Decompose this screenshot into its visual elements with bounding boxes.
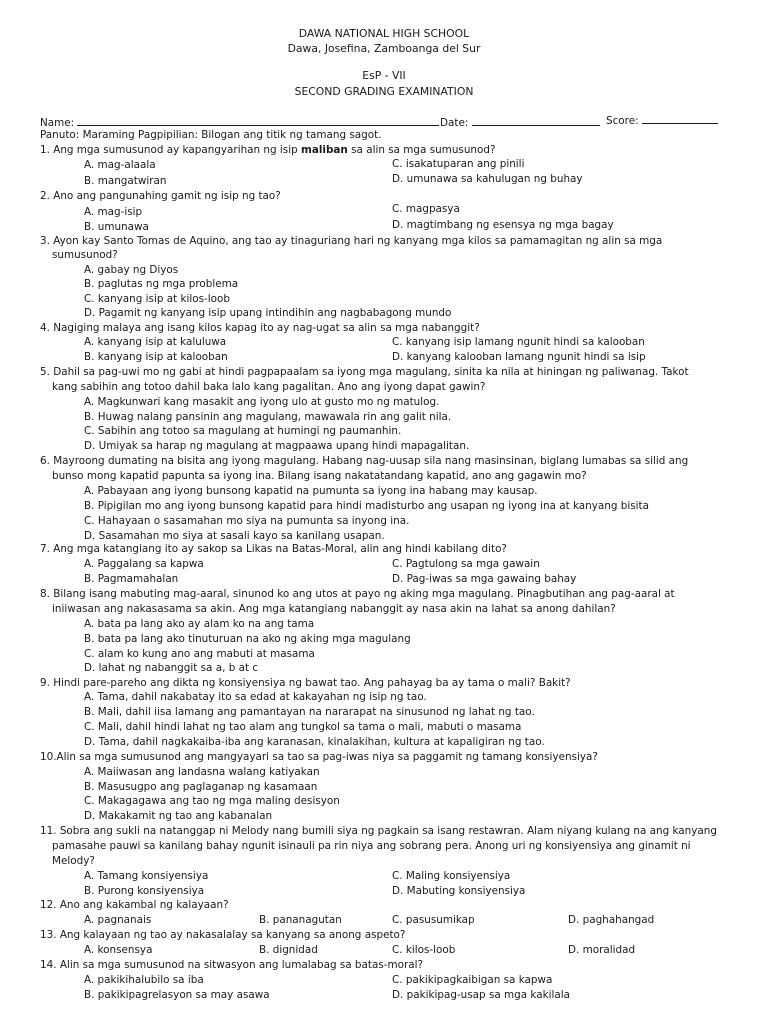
q8-choice-d: D. lahat ng nabanggit sa a, b at c [84,662,259,674]
question-11-line-1: 11. Sobra ang sukli na natanggap ni Melody nang bumili siya ng pagkain sa isang restawran. Alam niyang kulang na ang kanyang [40,825,717,837]
question-6-line-2: bunso mong kapatid papunta sa iyong ina. Bilang isang nakatatandang kapatid, ano ang gagawin mo? [52,470,587,482]
q13-choice-a: A. konsensya [84,944,153,956]
question-5-line-2: kang sabihin ang totoo dahil baka lalo kang pagalitan. Ano ang iyong dapat gawin? [52,381,486,393]
question-12: 12. Ano ang kakambal ng kalayaan? [40,899,229,911]
question-3-line-1: 3. Ayon kay Santo Tomas de Aquino, ang tao ay tinaguriang hari ng kanyang mga kilos sa pamamagitan ng alin sa mga [40,235,663,247]
q7-choice-a: A. Paggalang sa kapwa [84,558,204,570]
question-3-line-2: sumusunod? [52,249,118,261]
question-1-text-start: 1. Ang mga sumusunod ay kapangyarihan ng isip [40,144,301,156]
q11-choice-d: D. Mabuting konsiyensiya [392,885,526,897]
q5-choice-c: C. Sabihin ang totoo sa magulang at humingi ng paumanhin. [84,425,402,437]
question-5-line-1: 5. Dahil sa pag-uwi mo ng gabi at hindi pagpapaalam sa iyong mga magulang, sinita ka nila at hiningan ng paliwanag. Takot [40,366,689,378]
q10-choice-a: A. Maiiwasan ang landasna walang katiyakan [84,766,320,778]
question-7: 7. Ang mga katangiang ito ay sakop sa Likas na Batas-Moral, alin ang hindi kabilang dito? [40,543,507,555]
q8-choice-a: A. bata pa lang ako ay alam ko na ang tama [84,618,315,630]
question-11-line-2: pamasahe pauwi sa kanilang bahay ngunit isinauli pa rin niya ang sobrang pera. Anong uri ng konsiyensiya ang ginamit ni [52,840,691,852]
question-13: 13. Ang kalayaan ng tao ay nakasalalay sa kanyang sa anong aspeto? [40,929,406,941]
q13-choice-c: C. kilos-loob [392,944,456,956]
q2-choice-b: B. umunawa [84,221,149,233]
q2-choice-a: A. mag-isip [84,206,143,218]
score-blank[interactable] [642,112,718,124]
date-label: Date: [440,117,469,129]
q1-choice-b: B. mangatwiran [84,175,167,187]
date-blank[interactable] [472,114,600,126]
q3-choice-c: C. kanyang isip at kilos-loob [84,293,230,305]
q14-choice-b: B. pakikipagrelasyon sa may asawa [84,989,270,1001]
q3-choice-b: B. paglutas ng mga problema [84,278,239,290]
q4-choice-a: A. kanyang isip at kaluluwa [84,336,227,348]
q6-choice-d: D. Sasamahan mo siya at sasali kayo sa kanilang usapan. [84,530,385,542]
question-14: 14. Alin sa mga sumusunod na sitwasyon ang lumalabag sa batas-moral? [40,959,424,971]
exam-title: SECOND GRADING EXAMINATION [294,85,474,98]
q8-choice-c: C. alam ko kung ano ang mabuti at masama [84,648,315,660]
q6-choice-b: B. Pipigilan mo ang iyong bunsong kapatid para hindi madisturbo ang usapan ng iyong ina at kanyang bisita [84,500,649,512]
score-label: Score: [606,115,639,127]
date-field [440,114,600,132]
q9-choice-c: C. Mali, dahil hindi lahat ng tao alam ang tungkol sa tama o mali, mabuti o masama [84,721,522,733]
question-10: 10.Alin sa mga sumusunod ang mangyayari sa tao sa pag-iwas niya sa paggamit ng tamang konsiyensiya? [40,751,598,763]
question-4: 4. Nagiging malaya ang isang kilos kapag ito ay nag-ugat sa alin sa mga nabanggit? [40,322,480,334]
q14-choice-c: C. pakikipagkaibigan sa kapwa [392,974,553,986]
question-6-line-1: 6. Mayroong dumating na bisita ang iyong magulang. Habang nag-uusap sila nang masinsinan, biglang lumabas sa silid ang [40,455,689,467]
q12-choice-d: D. paghahangad [568,914,655,926]
q6-choice-c: C. Hahayaan o sasamahan mo siya na pumunta sa inyong ina. [84,515,410,527]
instructions: Panuto: Maraming Pagpipilian: Bilogan ang titik ng tamang sagot. [40,129,382,141]
q14-choice-d: D. pakikipag-usap sa mga kakilala [392,989,571,1001]
q2-choice-d: D. magtimbang ng esensya ng mga bagay [392,219,614,231]
subject-title: EsP - VII [362,69,406,82]
q9-choice-a: A. Tama, dahil nakabatay ito sa edad at kakayahan ng isip ng tao. [84,691,427,703]
name-label: Name: [40,117,75,129]
question-8-line-2: iniiwasan ang nakasasama sa akin. Ang mga katangiang nabanggit ay nasa akin na lahat sa anong dahilan? [52,603,616,615]
question-11-line-3: Melody? [52,855,95,867]
q6-choice-a: A. Pabayaan ang iyong bunsong kapatid na pumunta sa iyong ina habang may kausap. [84,485,538,497]
q1-choice-a: A. mag-alaala [84,159,156,171]
q5-choice-d: D. Umiyak sa harap ng magulang at magpaawa upang hindi mapagalitan. [84,440,470,452]
q11-choice-b: B. Purong konsiyensiya [84,885,205,897]
school-address: Dawa, Josefina, Zamboanga del Sur [287,42,481,55]
question-9: 9. Hindi pare-pareho ang dikta ng konsiyensiya ng bawat tao. Ang pahayag ba ay tama o mali? Bakit? [40,677,571,689]
q13-choice-d: D. moralidad [568,944,636,956]
q10-choice-d: D. Makakamit ng tao ang kabanalan [84,810,273,822]
school-name: DAWA NATIONAL HIGH SCHOOL [298,27,470,40]
q5-choice-a: A. Magkunwari kang masakit ang iyong ulo at gusto mo ng matulog. [84,396,440,408]
q12-choice-c: C. pasusumikap [392,914,475,926]
name-blank[interactable] [77,114,439,126]
q3-choice-d: D. Pagamit ng kanyang isip upang intindihin ang nagbabagong mundo [84,307,452,319]
q11-choice-c: C. Maling konsiyensiya [392,870,511,882]
question-1-text-end: sa alin sa mga sumusunod? [347,144,496,156]
q4-choice-b: B. kanyang isip at kalooban [84,351,228,363]
q5-choice-b: B. Huwag nalang pansinin ang magulang, mawawala rin ang galit nila. [84,411,452,423]
q7-choice-b: B. Pagmamahalan [84,573,179,585]
q4-choice-c: C. kanyang isip lamang ngunit hindi sa kalooban [392,336,645,348]
q14-choice-a: A. pakikihalubilo sa iba [84,974,204,986]
q2-choice-c: C. magpasya [392,203,460,215]
q7-choice-c: C. Pagtulong sa mga gawain [392,558,540,570]
q4-choice-d: D. kanyang kalooban lamang ngunit hindi sa isip [392,351,646,363]
q8-choice-b: B. bata pa lang ako tinuturuan na ako ng aking mga magulang [84,633,411,645]
q1-choice-c: C. isakatuparan ang pinili [392,158,525,170]
score-field [606,112,718,130]
q3-choice-a: A. gabay ng Diyos [84,264,179,276]
q13-choice-b: B. dignidad [259,944,318,956]
q1-choice-d: D. umunawa sa kahulugan ng buhay [392,173,583,185]
q12-choice-a: A. pagnanais [84,914,152,926]
q10-choice-b: B. Masusugpo ang paglaganap ng kasamaan [84,781,318,793]
question-1-emphasis: maliban [301,144,348,156]
q12-choice-b: B. pananagutan [259,914,342,926]
q9-choice-b: B. Mali, dahil iisa lamang ang pamantayan na nararapat na sinusunod ng lahat ng tao. [84,706,535,718]
q10-choice-c: C. Makagagawa ang tao ng mga maling desisyon [84,795,340,807]
question-2: 2. Ano ang pangunahing gamit ng isip ng tao? [40,190,281,202]
q11-choice-a: A. Tamang konsiyensiya [84,870,209,882]
q7-choice-d: D. Pag-iwas sa mga gawaing bahay [392,573,577,585]
question-8-line-1: 8. Bilang isang mabuting mag-aaral, sinunod ko ang utos at payo ng aking mga magulang. Pinagbutihan ang pag-aaral at [40,588,675,600]
q9-choice-d: D. Tama, dahil nagkakaiba-iba ang karanasan, kinalakihan, kultura at kapaligiran ng tao. [84,736,545,748]
